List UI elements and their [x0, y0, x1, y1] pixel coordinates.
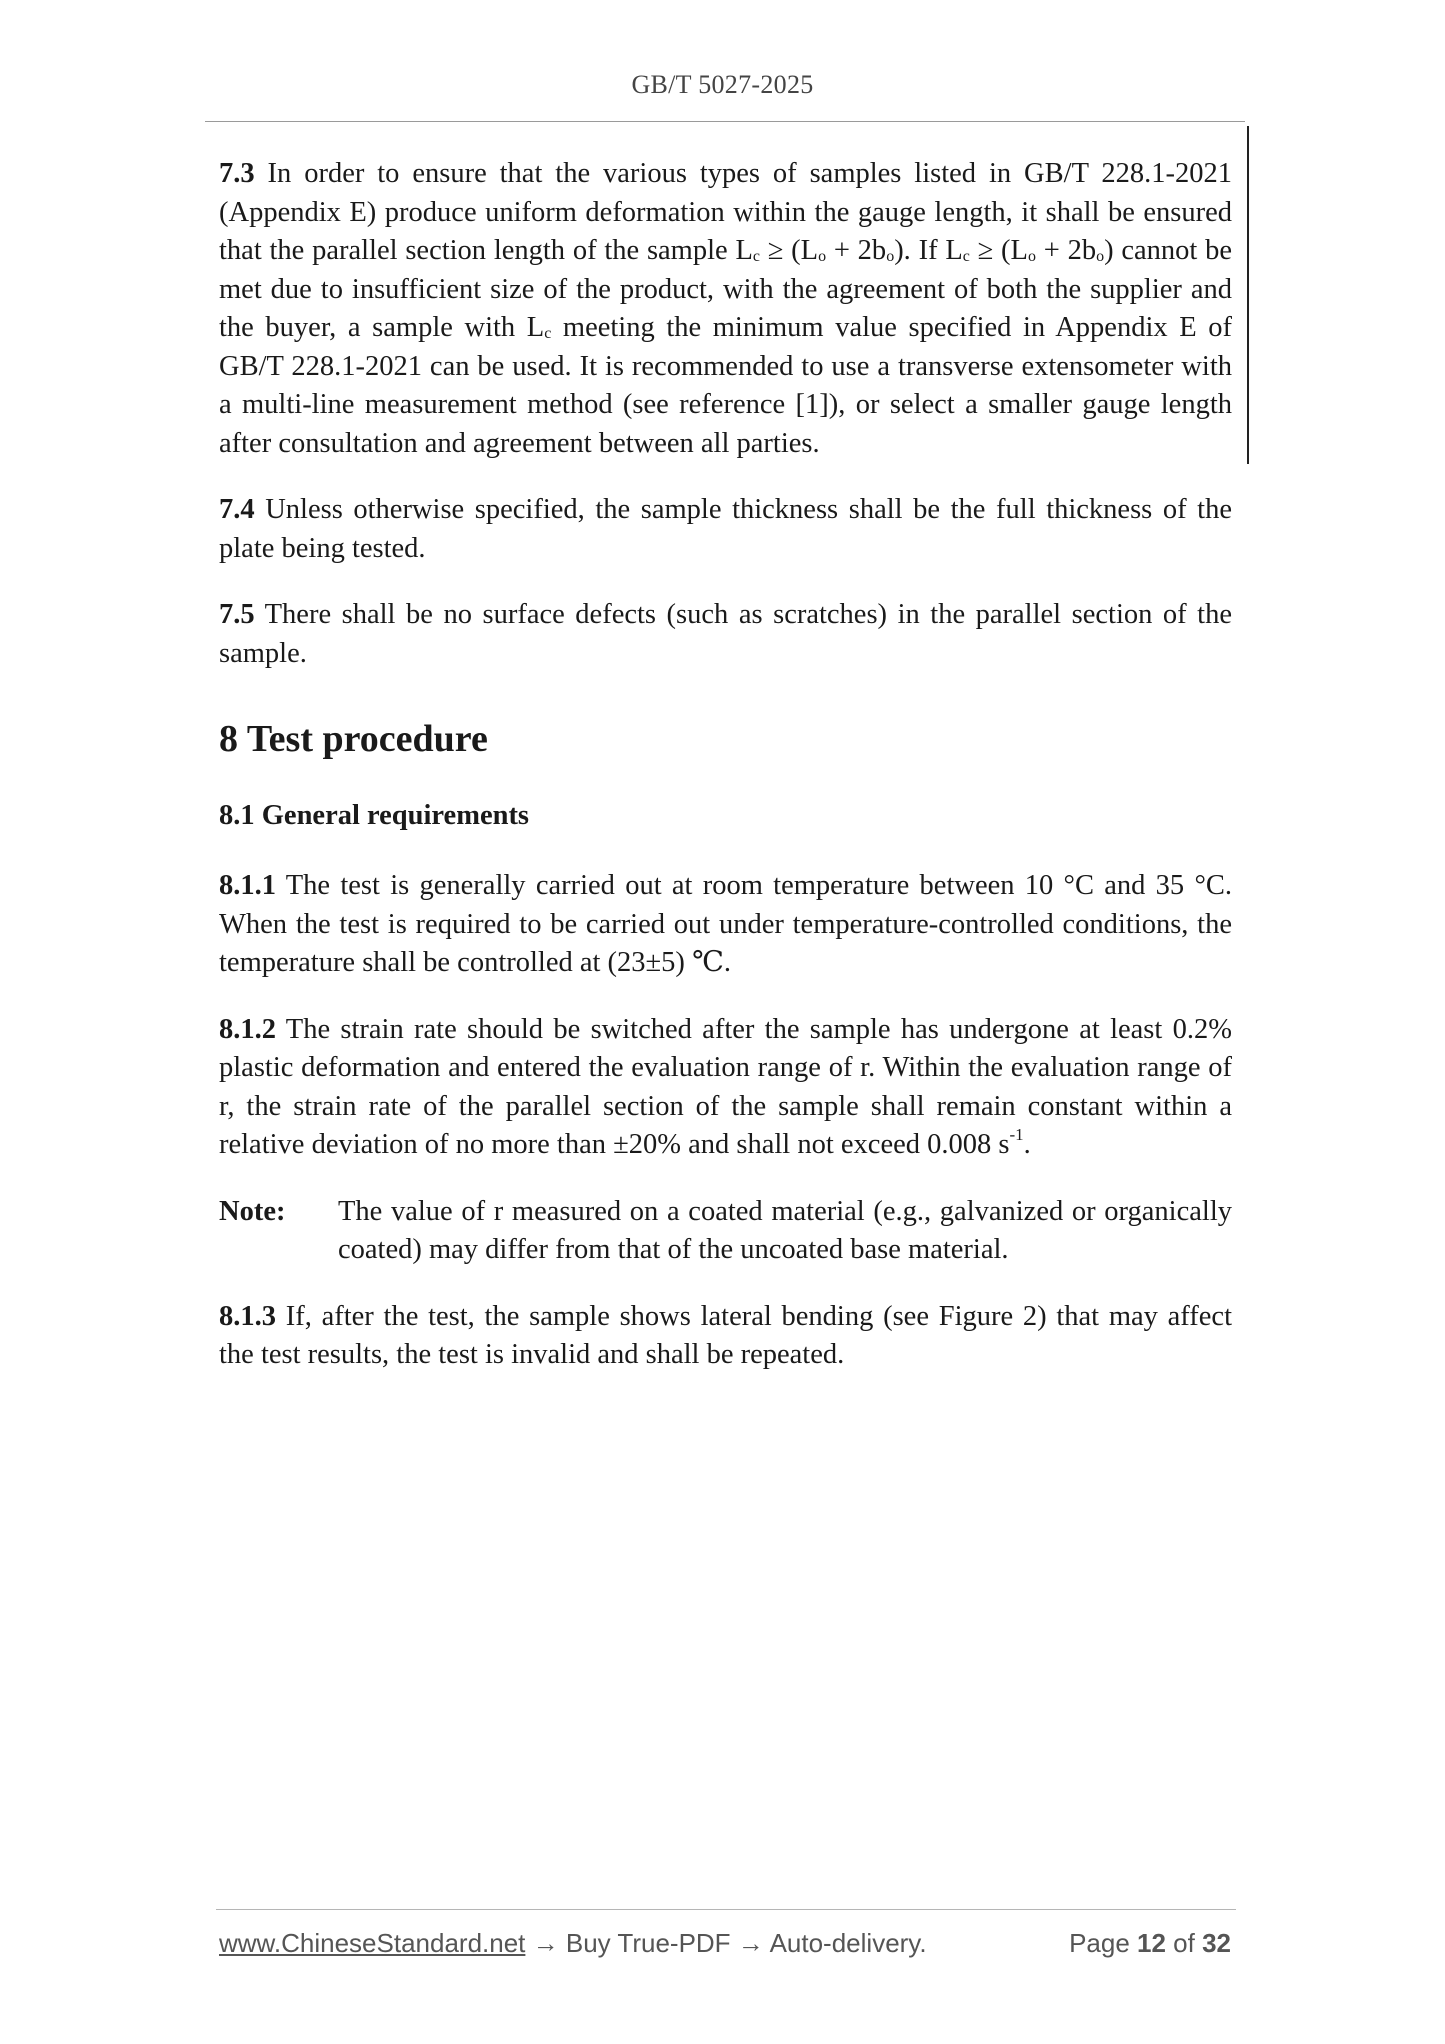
subscript: o	[886, 248, 895, 265]
subscript: c	[962, 248, 970, 265]
clause-number: 8.1.1	[219, 870, 276, 901]
subscript: o	[818, 248, 827, 265]
page-of-label: of	[1165, 1928, 1203, 1958]
clause-text: The strain rate should be switched after the sample has undergone at least 0.2% plastic deformation and entered the evaluation range of r. Within the evaluation range of r, the strain rate of the parallel section of the sample shall remain constant within a relative deviation of no more than ±20% and shall not exceed 0.008 s	[219, 1013, 1232, 1160]
clause-8-1-2	[219, 1011, 1232, 1165]
note-text: The value of r measured on a coated material (e.g., galvanized or organically coated) may differ from that of the uncoated base material.	[338, 1195, 1232, 1265]
clause-text: In order to ensure that the various types of samples listed in GB/T 228.1-2021 (Appendix E) produce uniform deformation within the gauge length, it shall be ensured that the parallel section length of the sample L	[219, 158, 1232, 266]
clause-text: There shall be no surface defects (such as scratches) in the parallel section of the sample.	[219, 599, 1232, 669]
subscript: o	[1096, 248, 1105, 265]
clause-text: ≥ (L	[759, 235, 819, 266]
clause-text: ≥ (L	[969, 235, 1028, 266]
clause-8-1-3	[219, 1298, 1232, 1375]
website-link[interactable]: www.ChineseStandard.net	[219, 1928, 526, 1958]
document-body	[219, 155, 1232, 1403]
clause-7-3	[219, 155, 1232, 463]
clause-number: 7.5	[219, 599, 255, 630]
clause-text: Unless otherwise specified, the sample thickness shall be the full thickness of the plate being tested.	[219, 494, 1232, 564]
section-heading-8: 8 Test procedure	[219, 718, 488, 760]
page-number	[1069, 1928, 1231, 1959]
clause-number: 7.4	[219, 494, 255, 525]
clause-text: ) cannot be met due to insufficient size of the product, with the agreement of both the supplier and the buyer, a sample with L	[219, 235, 1232, 343]
subsection-heading-8-1: 8.1 General requirements	[219, 800, 530, 831]
clause-text: ). If L	[894, 235, 963, 266]
page-current: 12	[1137, 1928, 1166, 1958]
footer-promo	[219, 1928, 927, 1959]
clause-7-5	[219, 596, 1232, 673]
clause-8-1-1	[219, 867, 1232, 983]
page-label: Page	[1069, 1928, 1138, 1958]
revision-change-bar	[1247, 126, 1249, 464]
superscript: -1	[1009, 1125, 1024, 1144]
clause-number: 8.1.3	[219, 1300, 276, 1332]
clause-text: If, after the test, the sample shows lateral bending (see Figure 2) that may affect the test results, the test is invalid and shall be repeated.	[219, 1300, 1232, 1370]
footer-divider	[216, 1909, 1236, 1910]
footer-promo-text: → Buy True-PDF → Auto-delivery.	[525, 1928, 927, 1958]
clause-number: 8.1.2	[219, 1013, 276, 1045]
clause-text: + 2b	[1035, 235, 1097, 266]
note-block	[219, 1193, 1232, 1270]
page-footer	[219, 1928, 1231, 1959]
clause-7-4	[219, 491, 1232, 568]
clause-number: 7.3	[219, 158, 255, 189]
subscript: c	[544, 325, 552, 342]
page-header-standard-code: GB/T 5027-2025	[631, 70, 814, 99]
clause-text: meeting the minimum value specified in Appendix E of GB/T 228.1-2021 can be used. It is recommended to use a transverse extensometer with a multi-line measurement method (see reference [1]), or select a smaller gauge length after consultation and agreement between all parties.	[219, 312, 1232, 459]
clause-text: .	[1023, 1129, 1031, 1160]
clause-text: + 2b	[826, 235, 887, 266]
subscript: c	[752, 248, 760, 265]
page-total: 32	[1202, 1928, 1231, 1958]
header-divider	[205, 121, 1245, 122]
clause-text: The test is generally carried out at room temperature between 10 °C and 35 °C. When the test is required to be carried out under temperature-controlled conditions, the temperature shall be controlled at (23±5) ℃.	[219, 870, 1232, 978]
note-label: Note:	[219, 1195, 286, 1227]
subscript: o	[1027, 248, 1036, 265]
